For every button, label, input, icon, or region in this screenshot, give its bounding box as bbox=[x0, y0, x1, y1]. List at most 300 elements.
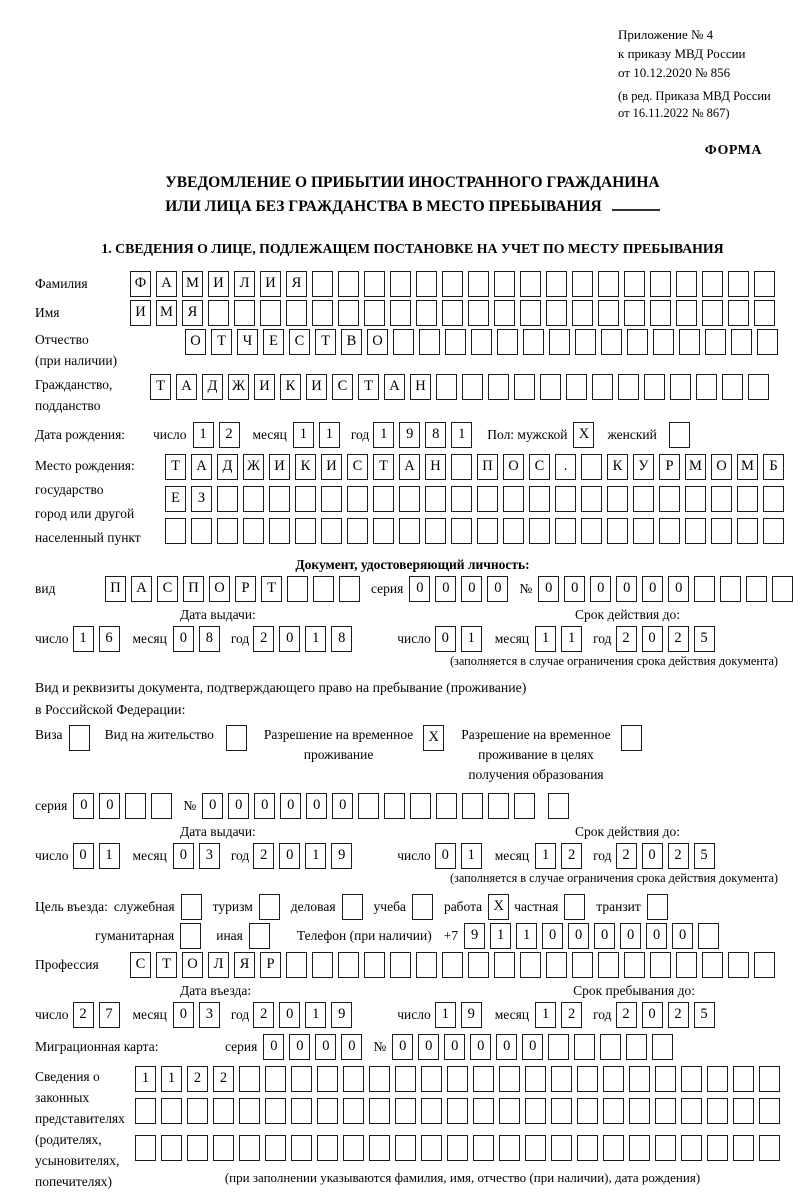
char-cell[interactable]: 1 bbox=[305, 843, 326, 869]
char-cell[interactable]: С bbox=[157, 576, 178, 602]
char-cell[interactable]: 0 bbox=[392, 1034, 413, 1060]
guardians-cells-row3[interactable] bbox=[135, 1135, 785, 1161]
char-cell[interactable] bbox=[659, 486, 680, 512]
char-cell[interactable]: 2 bbox=[213, 1066, 234, 1092]
char-cell[interactable] bbox=[343, 1066, 364, 1092]
char-cell[interactable] bbox=[707, 1066, 728, 1092]
birth-day-cells[interactable] bbox=[193, 422, 245, 448]
char-cell[interactable]: 3 bbox=[199, 843, 220, 869]
char-cell[interactable] bbox=[447, 1135, 468, 1161]
temporary-residence-education-checkbox[interactable] bbox=[621, 725, 647, 751]
char-cell[interactable]: А bbox=[156, 271, 177, 297]
char-cell[interactable]: 0 bbox=[279, 1002, 300, 1028]
char-cell[interactable] bbox=[347, 486, 368, 512]
purpose-study-checkbox[interactable] bbox=[412, 894, 438, 920]
char-cell[interactable]: В bbox=[341, 329, 362, 355]
char-cell[interactable]: 0 bbox=[306, 793, 327, 819]
char-cell[interactable] bbox=[462, 793, 483, 819]
char-cell[interactable] bbox=[494, 952, 515, 978]
char-cell[interactable]: 8 bbox=[199, 626, 220, 652]
char-cell[interactable]: 0 bbox=[173, 843, 194, 869]
char-cell[interactable] bbox=[529, 486, 550, 512]
char-cell[interactable] bbox=[393, 329, 414, 355]
char-cell[interactable] bbox=[551, 1135, 572, 1161]
char-cell[interactable] bbox=[477, 486, 498, 512]
char-cell[interactable] bbox=[442, 300, 463, 326]
char-cell[interactable] bbox=[343, 1098, 364, 1124]
char-cell[interactable]: 1 bbox=[373, 422, 394, 448]
char-cell[interactable]: Р bbox=[235, 576, 256, 602]
char-cell[interactable]: С bbox=[347, 454, 368, 480]
char-cell[interactable]: 2 bbox=[616, 1002, 637, 1028]
char-cell[interactable]: 2 bbox=[561, 843, 582, 869]
char-cell[interactable] bbox=[737, 486, 758, 512]
char-cell[interactable]: 1 bbox=[535, 843, 556, 869]
char-cell[interactable] bbox=[265, 1135, 286, 1161]
char-cell[interactable] bbox=[577, 1066, 598, 1092]
char-cell[interactable]: А bbox=[176, 374, 197, 400]
char-cell[interactable] bbox=[425, 486, 446, 512]
char-cell[interactable] bbox=[514, 793, 535, 819]
birth-month-cells[interactable] bbox=[293, 422, 345, 448]
char-cell[interactable] bbox=[705, 329, 726, 355]
char-cell[interactable] bbox=[546, 300, 567, 326]
char-cell[interactable]: 1 bbox=[490, 923, 511, 949]
char-cell[interactable] bbox=[548, 793, 569, 819]
char-cell[interactable]: 9 bbox=[461, 1002, 482, 1028]
char-cell[interactable] bbox=[181, 894, 202, 920]
doc-issue-day[interactable] bbox=[73, 626, 125, 652]
char-cell[interactable] bbox=[624, 271, 645, 297]
char-cell[interactable] bbox=[416, 952, 437, 978]
char-cell[interactable]: Т bbox=[373, 454, 394, 480]
char-cell[interactable] bbox=[670, 374, 691, 400]
char-cell[interactable] bbox=[342, 894, 363, 920]
doc-issue-month[interactable] bbox=[173, 626, 225, 652]
char-cell[interactable] bbox=[572, 271, 593, 297]
char-cell[interactable] bbox=[259, 894, 280, 920]
char-cell[interactable]: 0 bbox=[435, 576, 456, 602]
char-cell[interactable]: 0 bbox=[642, 843, 663, 869]
char-cell[interactable] bbox=[421, 1135, 442, 1161]
char-cell[interactable] bbox=[759, 1066, 780, 1092]
char-cell[interactable] bbox=[343, 1135, 364, 1161]
char-cell[interactable] bbox=[291, 1135, 312, 1161]
char-cell[interactable] bbox=[598, 300, 619, 326]
char-cell[interactable] bbox=[364, 271, 385, 297]
char-cell[interactable] bbox=[572, 952, 593, 978]
char-cell[interactable] bbox=[722, 374, 743, 400]
char-cell[interactable] bbox=[551, 1098, 572, 1124]
char-cell[interactable]: Ф bbox=[130, 271, 151, 297]
char-cell[interactable] bbox=[746, 576, 767, 602]
char-cell[interactable] bbox=[581, 454, 602, 480]
char-cell[interactable] bbox=[733, 1135, 754, 1161]
char-cell[interactable] bbox=[125, 793, 146, 819]
char-cell[interactable]: П bbox=[477, 454, 498, 480]
char-cell[interactable]: 0 bbox=[642, 626, 663, 652]
char-cell[interactable] bbox=[295, 486, 316, 512]
char-cell[interactable]: 2 bbox=[73, 1002, 94, 1028]
doc-issue-year[interactable] bbox=[253, 626, 357, 652]
char-cell[interactable] bbox=[421, 1066, 442, 1092]
char-cell[interactable]: К bbox=[280, 374, 301, 400]
char-cell[interactable] bbox=[581, 518, 602, 544]
char-cell[interactable]: А bbox=[131, 576, 152, 602]
char-cell[interactable]: 1 bbox=[135, 1066, 156, 1092]
char-cell[interactable]: 3 bbox=[199, 1002, 220, 1028]
residence-issue-month[interactable] bbox=[173, 843, 225, 869]
stay-month[interactable] bbox=[535, 1002, 587, 1028]
temporary-residence-checkbox[interactable] bbox=[423, 725, 449, 751]
char-cell[interactable] bbox=[737, 518, 758, 544]
char-cell[interactable] bbox=[317, 1066, 338, 1092]
char-cell[interactable] bbox=[265, 1098, 286, 1124]
char-cell[interactable]: С bbox=[332, 374, 353, 400]
doc-valid-month[interactable] bbox=[535, 626, 587, 652]
char-cell[interactable] bbox=[499, 1066, 520, 1092]
char-cell[interactable]: 1 bbox=[193, 422, 214, 448]
char-cell[interactable]: Я bbox=[234, 952, 255, 978]
char-cell[interactable]: Ч bbox=[237, 329, 258, 355]
char-cell[interactable] bbox=[468, 952, 489, 978]
char-cell[interactable] bbox=[748, 374, 769, 400]
char-cell[interactable] bbox=[707, 1135, 728, 1161]
char-cell[interactable]: 0 bbox=[435, 626, 456, 652]
char-cell[interactable]: 9 bbox=[331, 1002, 352, 1028]
char-cell[interactable] bbox=[312, 952, 333, 978]
char-cell[interactable]: 2 bbox=[253, 1002, 274, 1028]
char-cell[interactable]: Е bbox=[165, 486, 186, 512]
char-cell[interactable] bbox=[410, 793, 431, 819]
char-cell[interactable] bbox=[239, 1135, 260, 1161]
sex-male-checkbox[interactable] bbox=[573, 422, 599, 448]
char-cell[interactable]: 2 bbox=[187, 1066, 208, 1092]
residence-valid-year[interactable] bbox=[616, 843, 720, 869]
char-cell[interactable] bbox=[676, 952, 697, 978]
char-cell[interactable] bbox=[754, 300, 775, 326]
char-cell[interactable] bbox=[763, 486, 784, 512]
char-cell[interactable] bbox=[624, 952, 645, 978]
migration-series-cells[interactable] bbox=[263, 1034, 367, 1060]
name-cells[interactable] bbox=[130, 300, 780, 326]
char-cell[interactable] bbox=[213, 1098, 234, 1124]
char-cell[interactable] bbox=[555, 518, 576, 544]
citizenship-cells[interactable] bbox=[150, 374, 774, 400]
char-cell[interactable]: Т bbox=[358, 374, 379, 400]
char-cell[interactable] bbox=[733, 1098, 754, 1124]
purpose-tourism-checkbox[interactable] bbox=[259, 894, 285, 920]
char-cell[interactable]: Б bbox=[763, 454, 784, 480]
char-cell[interactable]: 9 bbox=[331, 843, 352, 869]
char-cell[interactable]: Н bbox=[410, 374, 431, 400]
residence-permit-checkbox[interactable] bbox=[226, 725, 252, 751]
char-cell[interactable] bbox=[601, 329, 622, 355]
char-cell[interactable]: 1 bbox=[535, 1002, 556, 1028]
char-cell[interactable]: 0 bbox=[173, 1002, 194, 1028]
char-cell[interactable]: Ж bbox=[243, 454, 264, 480]
char-cell[interactable]: 1 bbox=[461, 843, 482, 869]
char-cell[interactable] bbox=[499, 1098, 520, 1124]
char-cell[interactable]: 0 bbox=[642, 576, 663, 602]
char-cell[interactable] bbox=[607, 486, 628, 512]
char-cell[interactable] bbox=[681, 1135, 702, 1161]
char-cell[interactable] bbox=[243, 518, 264, 544]
char-cell[interactable]: X bbox=[488, 894, 509, 920]
char-cell[interactable] bbox=[338, 271, 359, 297]
char-cell[interactable] bbox=[312, 300, 333, 326]
guardians-cells-row1[interactable] bbox=[135, 1066, 785, 1092]
char-cell[interactable] bbox=[624, 300, 645, 326]
char-cell[interactable] bbox=[772, 576, 793, 602]
char-cell[interactable]: О bbox=[503, 454, 524, 480]
char-cell[interactable] bbox=[234, 300, 255, 326]
char-cell[interactable] bbox=[295, 518, 316, 544]
char-cell[interactable]: 0 bbox=[564, 576, 585, 602]
char-cell[interactable]: 2 bbox=[253, 843, 274, 869]
char-cell[interactable] bbox=[399, 486, 420, 512]
char-cell[interactable] bbox=[564, 894, 585, 920]
purpose-business-checkbox[interactable] bbox=[181, 894, 207, 920]
char-cell[interactable] bbox=[728, 300, 749, 326]
char-cell[interactable]: 0 bbox=[568, 923, 589, 949]
birthplace-cells-row1[interactable] bbox=[165, 454, 789, 480]
char-cell[interactable]: 0 bbox=[280, 793, 301, 819]
char-cell[interactable]: 1 bbox=[99, 843, 120, 869]
residence-number-extra-cell[interactable] bbox=[548, 793, 574, 819]
char-cell[interactable] bbox=[286, 952, 307, 978]
char-cell[interactable] bbox=[555, 486, 576, 512]
char-cell[interactable] bbox=[347, 518, 368, 544]
char-cell[interactable] bbox=[286, 300, 307, 326]
char-cell[interactable]: 0 bbox=[594, 923, 615, 949]
char-cell[interactable] bbox=[445, 329, 466, 355]
char-cell[interactable] bbox=[575, 329, 596, 355]
char-cell[interactable]: 1 bbox=[305, 626, 326, 652]
char-cell[interactable] bbox=[135, 1098, 156, 1124]
char-cell[interactable] bbox=[702, 300, 723, 326]
char-cell[interactable]: 1 bbox=[161, 1066, 182, 1092]
doc-valid-day[interactable] bbox=[435, 626, 487, 652]
char-cell[interactable]: М bbox=[737, 454, 758, 480]
char-cell[interactable] bbox=[728, 952, 749, 978]
char-cell[interactable] bbox=[523, 329, 544, 355]
residence-series-cells[interactable] bbox=[73, 793, 177, 819]
char-cell[interactable] bbox=[549, 329, 570, 355]
residence-valid-month[interactable] bbox=[535, 843, 587, 869]
char-cell[interactable]: О bbox=[209, 576, 230, 602]
char-cell[interactable] bbox=[763, 518, 784, 544]
residence-issue-year[interactable] bbox=[253, 843, 357, 869]
char-cell[interactable] bbox=[627, 329, 648, 355]
char-cell[interactable] bbox=[652, 1034, 673, 1060]
char-cell[interactable] bbox=[187, 1135, 208, 1161]
char-cell[interactable] bbox=[494, 271, 515, 297]
char-cell[interactable] bbox=[566, 374, 587, 400]
char-cell[interactable]: Н bbox=[425, 454, 446, 480]
char-cell[interactable] bbox=[720, 576, 741, 602]
stay-day[interactable] bbox=[435, 1002, 487, 1028]
doc-number-cells[interactable] bbox=[538, 576, 798, 602]
char-cell[interactable] bbox=[629, 1135, 650, 1161]
char-cell[interactable] bbox=[447, 1066, 468, 1092]
char-cell[interactable] bbox=[217, 486, 238, 512]
char-cell[interactable] bbox=[577, 1098, 598, 1124]
char-cell[interactable]: . bbox=[555, 454, 576, 480]
char-cell[interactable] bbox=[321, 518, 342, 544]
char-cell[interactable]: 0 bbox=[461, 576, 482, 602]
char-cell[interactable]: Л bbox=[234, 271, 255, 297]
purpose-transit-checkbox[interactable] bbox=[647, 894, 673, 920]
char-cell[interactable]: И bbox=[269, 454, 290, 480]
char-cell[interactable] bbox=[626, 1034, 647, 1060]
char-cell[interactable]: Т bbox=[261, 576, 282, 602]
char-cell[interactable] bbox=[540, 374, 561, 400]
char-cell[interactable]: К bbox=[295, 454, 316, 480]
char-cell[interactable]: 0 bbox=[279, 843, 300, 869]
char-cell[interactable]: 2 bbox=[668, 843, 689, 869]
char-cell[interactable] bbox=[754, 271, 775, 297]
char-cell[interactable]: О bbox=[711, 454, 732, 480]
char-cell[interactable] bbox=[572, 300, 593, 326]
char-cell[interactable]: 1 bbox=[561, 626, 582, 652]
char-cell[interactable]: 5 bbox=[694, 626, 715, 652]
char-cell[interactable] bbox=[135, 1135, 156, 1161]
char-cell[interactable]: 0 bbox=[620, 923, 641, 949]
char-cell[interactable] bbox=[390, 952, 411, 978]
char-cell[interactable]: Т bbox=[150, 374, 171, 400]
char-cell[interactable] bbox=[669, 422, 690, 448]
char-cell[interactable] bbox=[499, 1135, 520, 1161]
char-cell[interactable] bbox=[239, 1098, 260, 1124]
char-cell[interactable] bbox=[607, 518, 628, 544]
char-cell[interactable] bbox=[364, 300, 385, 326]
char-cell[interactable] bbox=[711, 486, 732, 512]
char-cell[interactable] bbox=[269, 486, 290, 512]
char-cell[interactable] bbox=[600, 1034, 621, 1060]
char-cell[interactable]: 0 bbox=[341, 1034, 362, 1060]
char-cell[interactable] bbox=[338, 952, 359, 978]
char-cell[interactable] bbox=[291, 1098, 312, 1124]
char-cell[interactable] bbox=[548, 1034, 569, 1060]
char-cell[interactable] bbox=[468, 271, 489, 297]
char-cell[interactable] bbox=[269, 518, 290, 544]
char-cell[interactable]: 0 bbox=[73, 793, 94, 819]
char-cell[interactable]: 0 bbox=[263, 1034, 284, 1060]
char-cell[interactable] bbox=[477, 518, 498, 544]
char-cell[interactable] bbox=[249, 923, 270, 949]
char-cell[interactable]: З bbox=[191, 486, 212, 512]
char-cell[interactable] bbox=[180, 923, 201, 949]
char-cell[interactable] bbox=[451, 486, 472, 512]
patronymic-cells[interactable] bbox=[185, 329, 783, 355]
sex-female-checkbox[interactable] bbox=[669, 422, 695, 448]
char-cell[interactable]: П bbox=[183, 576, 204, 602]
char-cell[interactable]: М bbox=[685, 454, 706, 480]
char-cell[interactable]: 2 bbox=[253, 626, 274, 652]
char-cell[interactable] bbox=[442, 271, 463, 297]
char-cell[interactable]: М bbox=[156, 300, 177, 326]
char-cell[interactable] bbox=[451, 518, 472, 544]
char-cell[interactable] bbox=[395, 1098, 416, 1124]
char-cell[interactable] bbox=[621, 725, 642, 751]
char-cell[interactable] bbox=[436, 374, 457, 400]
char-cell[interactable] bbox=[679, 329, 700, 355]
migration-number-cells[interactable] bbox=[392, 1034, 678, 1060]
char-cell[interactable] bbox=[633, 518, 654, 544]
char-cell[interactable] bbox=[644, 374, 665, 400]
char-cell[interactable] bbox=[447, 1098, 468, 1124]
char-cell[interactable] bbox=[618, 374, 639, 400]
char-cell[interactable]: 0 bbox=[73, 843, 94, 869]
char-cell[interactable]: И bbox=[306, 374, 327, 400]
char-cell[interactable]: У bbox=[633, 454, 654, 480]
char-cell[interactable] bbox=[581, 486, 602, 512]
char-cell[interactable] bbox=[369, 1135, 390, 1161]
char-cell[interactable]: 0 bbox=[668, 576, 689, 602]
char-cell[interactable]: 0 bbox=[542, 923, 563, 949]
char-cell[interactable] bbox=[488, 793, 509, 819]
char-cell[interactable] bbox=[603, 1135, 624, 1161]
char-cell[interactable]: 0 bbox=[315, 1034, 336, 1060]
char-cell[interactable] bbox=[494, 300, 515, 326]
char-cell[interactable]: А bbox=[191, 454, 212, 480]
char-cell[interactable] bbox=[390, 300, 411, 326]
char-cell[interactable] bbox=[412, 894, 433, 920]
char-cell[interactable] bbox=[317, 1135, 338, 1161]
char-cell[interactable] bbox=[650, 952, 671, 978]
char-cell[interactable] bbox=[358, 793, 379, 819]
char-cell[interactable] bbox=[546, 952, 567, 978]
char-cell[interactable] bbox=[650, 300, 671, 326]
char-cell[interactable]: 0 bbox=[279, 626, 300, 652]
char-cell[interactable]: Т bbox=[315, 329, 336, 355]
char-cell[interactable] bbox=[525, 1066, 546, 1092]
char-cell[interactable]: А bbox=[384, 374, 405, 400]
char-cell[interactable] bbox=[733, 1066, 754, 1092]
char-cell[interactable] bbox=[633, 486, 654, 512]
char-cell[interactable] bbox=[416, 271, 437, 297]
char-cell[interactable]: 1 bbox=[293, 422, 314, 448]
char-cell[interactable] bbox=[497, 329, 518, 355]
char-cell[interactable] bbox=[676, 271, 697, 297]
char-cell[interactable] bbox=[217, 518, 238, 544]
stay-year[interactable] bbox=[616, 1002, 720, 1028]
char-cell[interactable] bbox=[395, 1066, 416, 1092]
char-cell[interactable] bbox=[369, 1066, 390, 1092]
char-cell[interactable] bbox=[243, 486, 264, 512]
char-cell[interactable] bbox=[369, 1098, 390, 1124]
char-cell[interactable]: 0 bbox=[616, 576, 637, 602]
char-cell[interactable] bbox=[520, 300, 541, 326]
birthplace-cells-row2[interactable] bbox=[165, 486, 789, 512]
char-cell[interactable]: X bbox=[423, 725, 444, 751]
char-cell[interactable]: 0 bbox=[254, 793, 275, 819]
char-cell[interactable] bbox=[339, 576, 360, 602]
birth-year-cells[interactable] bbox=[373, 422, 477, 448]
char-cell[interactable]: 0 bbox=[672, 923, 693, 949]
char-cell[interactable] bbox=[395, 1135, 416, 1161]
char-cell[interactable] bbox=[676, 300, 697, 326]
purpose-humanitarian-checkbox[interactable] bbox=[180, 923, 206, 949]
char-cell[interactable] bbox=[650, 271, 671, 297]
char-cell[interactable]: М bbox=[182, 271, 203, 297]
char-cell[interactable] bbox=[503, 486, 524, 512]
char-cell[interactable] bbox=[313, 576, 334, 602]
char-cell[interactable] bbox=[473, 1098, 494, 1124]
char-cell[interactable] bbox=[514, 374, 535, 400]
char-cell[interactable]: 1 bbox=[435, 1002, 456, 1028]
